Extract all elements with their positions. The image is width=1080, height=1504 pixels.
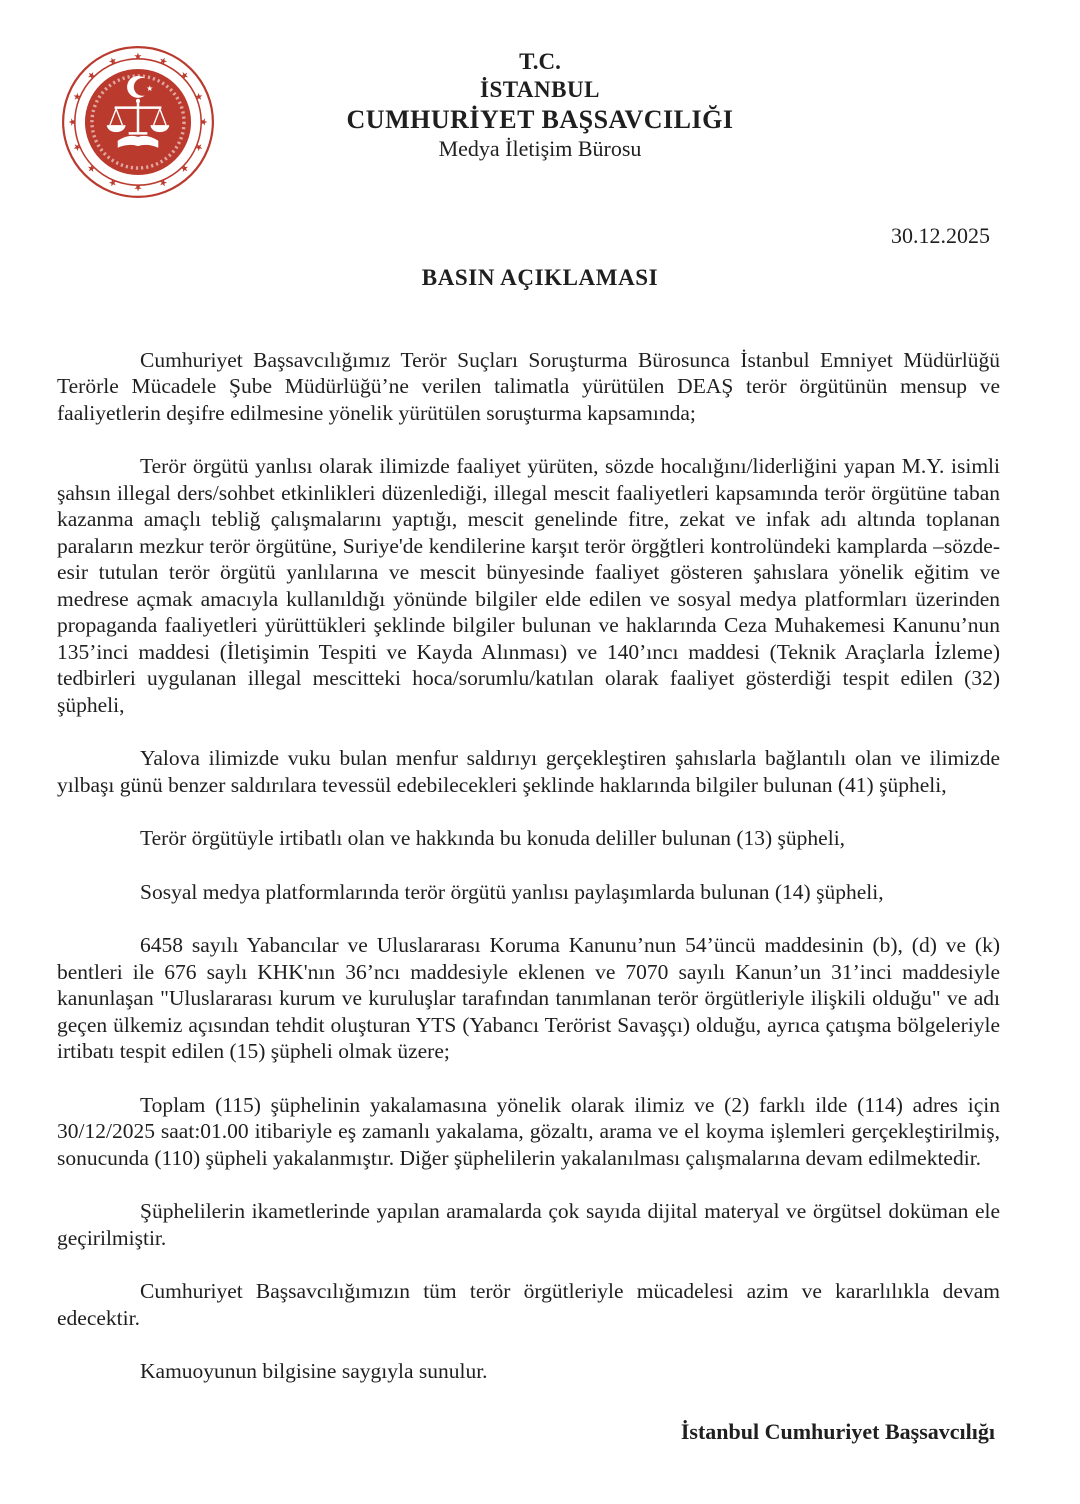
svg-text:★: ★ [84, 161, 99, 176]
paragraph-social-media-suspects: Sosyal medya platformlarında terör örgütü yanlısı paylaşımlarda bulunan (14) şüpheli, [140, 879, 884, 904]
paragraph-foreign-fighters: 6458 sayılı Yabancılar ve Uluslararası Koruma Kanunu’nun 54’üncü maddesinin (b), (d) ve (k) bentleri ile 676 saylı KHK'nın 36’ncı maddesiyle eklenen ve 7070 sayılı Kanun’un 31’inci maddesiyle kanunlaşan "Uluslararası kurum ve kuruluşlar tarafından tanımlanan terör örgütleriyle ilişkili olduğu" ve adı geçen ülkemiz açısından tehdit oluşturan YTS (Yabancı Terörist Savaşçı) olduğu, ayrıca çatışma bölgeleriyle irtibatı tespit edilen (15) şüpheli olmak üzere; [57, 933, 1000, 1064]
paragraph-intro: Cumhuriyet Başsavcılığımız Terör Suçları Soruşturma Bürosunca İstanbul Emniyet Müdürlüğü Terörle Mücadele Şube Müdürlüğü’ne verilen talimatla yürütülen DEAŞ terör örgütünün mensup ve faaliyetlerin deşifre edilmesine yönelik yürütülen soruşturma kapsamında; [57, 347, 1000, 425]
letterhead-bureau: Medya İletişim Bürosu [438, 135, 642, 161]
signature: İstanbul Cumhuriyet Başsavcılığı [680, 1418, 995, 1444]
svg-text:★: ★ [133, 51, 143, 63]
svg-text:★: ★ [106, 55, 120, 69]
svg-text:★: ★ [84, 68, 99, 83]
paragraph-operation-results: Toplam (115) şüphelinin yakalamasına yönelik olarak ilimiz ve (2) farklı ilde (114) adres için 30/12/2025 saat:01.00 itibariyle eş zamanlı yakalama, gözaltı, arama ve el koyma işlemleri gerçekleştirilmiş, sonucunda (110) şüpheli yakalanmıştır. Diğer şüphelilerin yakalanılması çalışmalarına devam edilmektedir. [57, 1092, 1000, 1170]
svg-text:★: ★ [146, 83, 154, 93]
letterhead-office: CUMHURİYET BAŞSAVCILIĞI [346, 105, 734, 135]
ministry-of-justice-seal-icon [60, 44, 216, 200]
document-body [57, 347, 1000, 1385]
svg-text:★: ★ [191, 90, 205, 104]
paragraph-linked-suspects: Terör örgütüyle irtibatlı olan ve hakkında bu konuda deliller bulunan (13) şüpheli, [140, 826, 846, 851]
paragraph-seized-materials: Şüphelilerin ikametlerinde yapılan aramalarda çok sayıda dijital materyal ve örgütsel doküman ele geçirilmiştir. [57, 1199, 1000, 1250]
svg-text:★: ★ [191, 140, 205, 154]
svg-text:★: ★ [177, 161, 192, 176]
svg-text:★: ★ [133, 181, 143, 193]
letterhead-city: İSTANBUL [480, 77, 600, 103]
paragraph-commitment: Cumhuriyet Başsavcılığımızın tüm terör örgütleriyle mücadelesi azim ve kararlılıkla devam edecektir. [57, 1279, 1000, 1330]
paragraph-yalova-suspects: Yalova ilimizde vuku bulan menfur saldırıyı gerçekleştiren şahıslarla bağlantılı olan ve ilimizde yılbaşı günü benzer saldırılara tevessül edebilecekleri şeklinde haklarında bilgiler bulunan (41) şüpheli, [57, 746, 1000, 797]
document-date: 30.12.2025 [891, 222, 990, 248]
document-title: BASIN AÇIKLAMASI [421, 264, 659, 290]
svg-text:★: ★ [71, 90, 85, 104]
letterhead-tc: T.C. [519, 49, 561, 74]
svg-text:★: ★ [177, 68, 192, 83]
paragraph-mosque-suspects: Terör örgütü yanlısı olarak ilimizde faaliyet yürüten, sözde hocalığını/liderliğini yapan M.Y. isimli şahsın illegal ders/sohbet etkinlikleri düzenlediği, illegal mescit faaliyetleri kapsamında terör örgütüne taban kazanma amaçlı tebliğ çalışmalarını yaptığı, mescit genelinde fitre, zekat ve infak adı altında toplanan paraların mezkur terör örgütüne, Suriye'de kendilerine karşıt terör örgğtleri kontrolündeki kamplarda –sözde- esir tutulan terör örgütü yanlılarına ve mescit bünyesinde faaliyet gösteren şahıslara yönelik eğitim ve medrese açmak amacıyla kullanıldığı yönünde bilgiler elde edilen ve sosyal medya platformları üzerinden propaganda faaliyetleri yürüttükleri şeklinde bilgiler bulunan ve haklarında Ceza Muhakemesi Kanunu’nun 135’inci maddesi (İletişimin Tespiti ve Kayda Alınması) ve 140’ıncı maddesi (Teknik Araçlarla İzleme) tedbirleri uygulanan illegal mescitteki hoca/sorumlu/katılan olarak faaliyet gösterdiği tespit edilen (32) şüpheli, [57, 454, 1000, 717]
svg-text:★: ★ [71, 140, 85, 154]
svg-text:★: ★ [156, 55, 170, 69]
svg-text:★: ★ [197, 117, 209, 127]
svg-text:★: ★ [67, 117, 79, 127]
svg-text:★: ★ [106, 175, 120, 189]
paragraph-closing: Kamuoyunun bilgisine saygıyla sunulur. [140, 1359, 488, 1384]
svg-text:★: ★ [156, 175, 170, 189]
